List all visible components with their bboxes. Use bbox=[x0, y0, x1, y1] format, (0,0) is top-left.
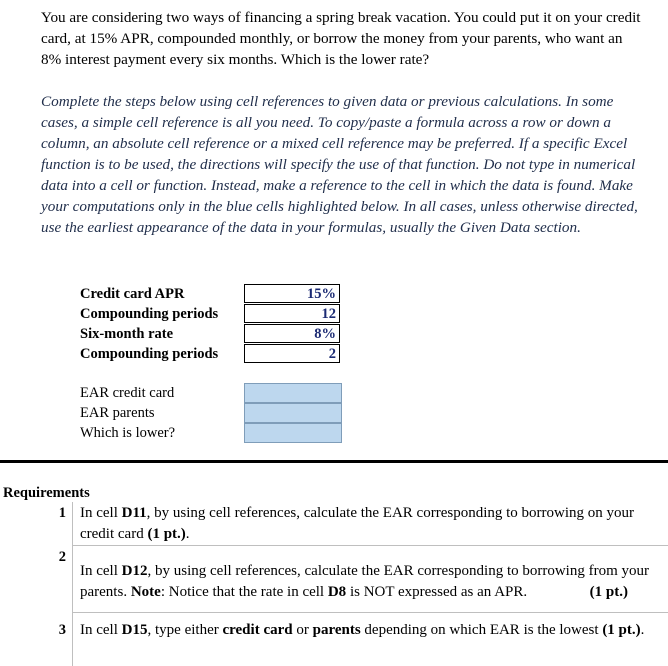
given-label: Six-month rate bbox=[80, 326, 174, 342]
requirement-number: 3 bbox=[58, 622, 66, 638]
req-text: is NOT expressed as an APR. bbox=[346, 584, 528, 600]
ear-credit-card-input-cell[interactable] bbox=[244, 383, 342, 403]
calc-row-ear-credit-card bbox=[80, 383, 380, 403]
requirement-2-text bbox=[80, 561, 650, 603]
given-value-cell[interactable]: 15% bbox=[244, 284, 340, 303]
calc-label: EAR credit card bbox=[80, 385, 175, 401]
req-text: depending on which EAR is the lowest bbox=[360, 622, 603, 638]
calc-label: Which is lower? bbox=[80, 425, 176, 441]
note-label: Note bbox=[130, 584, 161, 600]
option-label: parents bbox=[312, 622, 361, 638]
cell-reference: D8 bbox=[327, 584, 347, 600]
section-divider bbox=[0, 460, 668, 463]
requirement-number: 1 bbox=[58, 505, 66, 521]
given-row-six-month-rate bbox=[80, 324, 380, 344]
instructions-paragraph: Complete the steps below using cell references to given data or previous calculations. In some cases, a simple cell reference is all you need. To copy/paste a formula across a row or down a column, an absolute cell reference or a mixed cell reference may be preferred. If a specific Excel function is to be used, the directions will specify the use of that function. Do not type in numerical data into a cell or function. Instead, make a reference to the cell in which the data is found. Make your computations only in the blue cells highlighted below. In all cases, unless otherwise directed, use the earliest appearance of the data in your formulas, usually the Given Data section. bbox=[41, 93, 638, 236]
req-text: , type either bbox=[147, 622, 223, 638]
requirement-number: 2 bbox=[58, 549, 66, 565]
intro-paragraph: You are considering two ways of financing a spring break vacation. You could put it on your credit card, at 15% APR, compounded monthly, or borrow the money from your parents, who want an 8% interest payment every six months. Which is the lower rate? bbox=[41, 9, 641, 68]
calc-row-which-is-lower bbox=[80, 423, 380, 443]
calc-row-ear-parents bbox=[80, 403, 380, 423]
given-label: Compounding periods bbox=[80, 346, 219, 362]
points-label: (1 pt.) bbox=[602, 622, 641, 638]
which-is-lower-input-cell[interactable] bbox=[244, 423, 342, 443]
cell-reference: D12 bbox=[121, 563, 148, 579]
given-label: Compounding periods bbox=[80, 306, 219, 322]
given-row-compounding-periods-1 bbox=[80, 304, 380, 324]
cell-reference: D11 bbox=[121, 505, 147, 521]
req-text: . bbox=[185, 526, 190, 542]
grid-line bbox=[72, 502, 73, 666]
grid-line bbox=[72, 612, 668, 613]
req-text: or bbox=[292, 622, 313, 638]
requirement-3-text bbox=[80, 620, 650, 641]
given-label: Credit card APR bbox=[80, 286, 185, 302]
points-label: (1 pt.) bbox=[147, 526, 186, 542]
grid-line bbox=[72, 545, 668, 546]
cell-reference: D15 bbox=[121, 622, 148, 638]
ear-parents-input-cell[interactable] bbox=[244, 403, 342, 423]
req-text: . bbox=[640, 622, 645, 638]
given-row-compounding-periods-2 bbox=[80, 344, 380, 364]
requirements-title: Requirements bbox=[3, 485, 90, 501]
given-row-credit-card-apr bbox=[80, 284, 380, 304]
given-value-cell[interactable]: 2 bbox=[244, 344, 340, 363]
option-label: credit card bbox=[222, 622, 293, 638]
req-text: In cell bbox=[80, 505, 122, 521]
req-text: , by using cell references, calculate the EAR corresponding to borrowing from your parents. bbox=[80, 563, 650, 600]
req-text: In cell bbox=[80, 622, 122, 638]
given-value-cell[interactable]: 12 bbox=[244, 304, 340, 323]
req-text: In cell bbox=[80, 563, 122, 579]
req-text: , by using cell references, calculate the EAR corresponding to borrowing on your credit card bbox=[80, 505, 635, 542]
calc-label: EAR parents bbox=[80, 405, 155, 421]
points-label: (1 pt.) bbox=[589, 584, 628, 600]
given-value-cell[interactable]: 8% bbox=[244, 324, 340, 343]
req-text: : Notice that the rate in cell bbox=[160, 584, 328, 600]
requirement-1-text bbox=[80, 503, 650, 545]
